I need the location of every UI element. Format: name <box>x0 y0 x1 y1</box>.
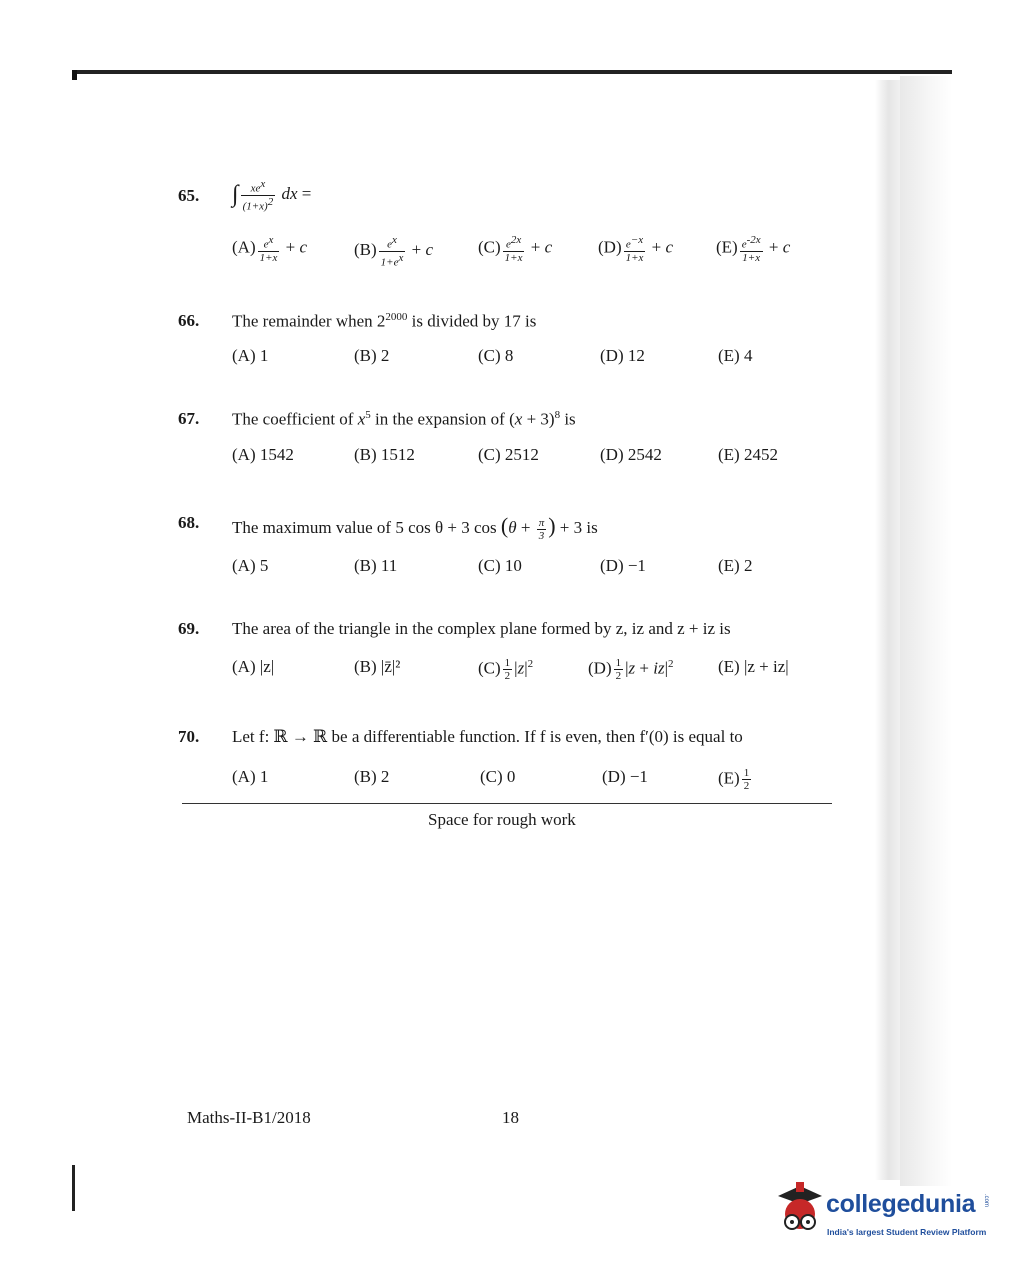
question-text: ∫ $\frac{xe^x}{(1+x)^2}$ dx = <box>232 178 312 213</box>
option-b: (B) 2 <box>354 767 390 786</box>
question-number: 65. <box>178 186 200 205</box>
page-number: 18 <box>502 1108 519 1127</box>
question-number: 66. <box>178 311 200 330</box>
scan-mark <box>72 70 77 80</box>
option-b: (B) 11 <box>354 556 398 575</box>
option-c: (C) $\frac{e^{2x}}{1+x}$ + c <box>478 234 553 264</box>
option-d: (D) $\frac{1}{2}$ $|z + iz|^2$ <box>588 657 674 682</box>
option-b: (B) |z̄|² <box>354 657 401 676</box>
collegedunia-logo <box>770 1182 995 1244</box>
option-a: (A) 5 <box>232 556 269 575</box>
page-edge <box>900 76 952 1186</box>
question-text: The area of the triangle in the complex plane formed by z, iz and z + iz is <box>232 619 731 638</box>
option-b: (B) 2 <box>354 346 390 365</box>
option-d: (D) 2542 <box>600 445 662 464</box>
option-a: (A) $\frac{e^x}{1+x}$ + c <box>232 234 308 264</box>
option-e: (E) 2452 <box>718 445 778 464</box>
question-number: 67. <box>178 409 200 428</box>
question-number: 70. <box>178 727 200 746</box>
option-a: (A) |z| <box>232 657 275 676</box>
option-c: (C) $\frac{1}{2}$ $|z|^2$ <box>478 657 534 682</box>
option-c: (C) 2512 <box>478 445 539 464</box>
question-text: The coefficient of $x^5$ in the expansion of $(x + 3)^8$ is <box>232 409 576 429</box>
scan-border-left <box>72 1165 75 1211</box>
option-b: (B) $\frac{e^x}{1+e^x}$ + c <box>354 234 434 269</box>
option-b: (B) 1512 <box>354 445 415 464</box>
option-a: (A) 1542 <box>232 445 294 464</box>
paper-code: Maths-II-B1/2018 <box>187 1108 311 1127</box>
question-number: 69. <box>178 619 200 638</box>
option-c: (C) 8 <box>478 346 514 365</box>
option-d: (D) −1 <box>600 556 646 575</box>
question-number: 68. <box>178 513 200 532</box>
divider <box>182 803 832 804</box>
rough-work-label: Space for rough work <box>428 810 576 829</box>
graduate-mascot-icon <box>770 1182 826 1244</box>
option-e: (E) $\frac{e^{-2x}}{1+x}$ + c <box>716 234 791 264</box>
option-c: (C) 0 <box>480 767 516 786</box>
logo-tagline: India's largest Student Review Platform <box>827 1227 987 1237</box>
option-c: (C) 10 <box>478 556 522 575</box>
option-d: (D) $\frac{e^{-x}}{1+x}$ + c <box>598 234 674 264</box>
question-text: The maximum value of 5 cos θ + 3 cos (θ + $\frac{\pi}{3}$ ) + 3 is <box>232 513 598 542</box>
question-text: Let f: ℝ → ℝ be a differentiable function. If f is even, then f′(0) is equal to <box>232 727 743 746</box>
question-text: The remainder when $2^{2000}$ is divided by 17 is <box>232 311 537 331</box>
scan-border-top <box>72 70 952 74</box>
option-e: (E) |z + iz| <box>718 657 789 676</box>
logo-suffix: .com <box>983 1194 989 1208</box>
logo-wordmark: collegedunia <box>826 1190 976 1218</box>
option-a: (A) 1 <box>232 346 269 365</box>
option-e: (E) $\frac{1}{2}$ <box>718 767 750 792</box>
option-e: (E) 2 <box>718 556 753 575</box>
option-e: (E) 4 <box>718 346 753 365</box>
option-a: (A) 1 <box>232 767 269 786</box>
option-d: (D) −1 <box>602 767 648 786</box>
option-d: (D) 12 <box>600 346 645 365</box>
